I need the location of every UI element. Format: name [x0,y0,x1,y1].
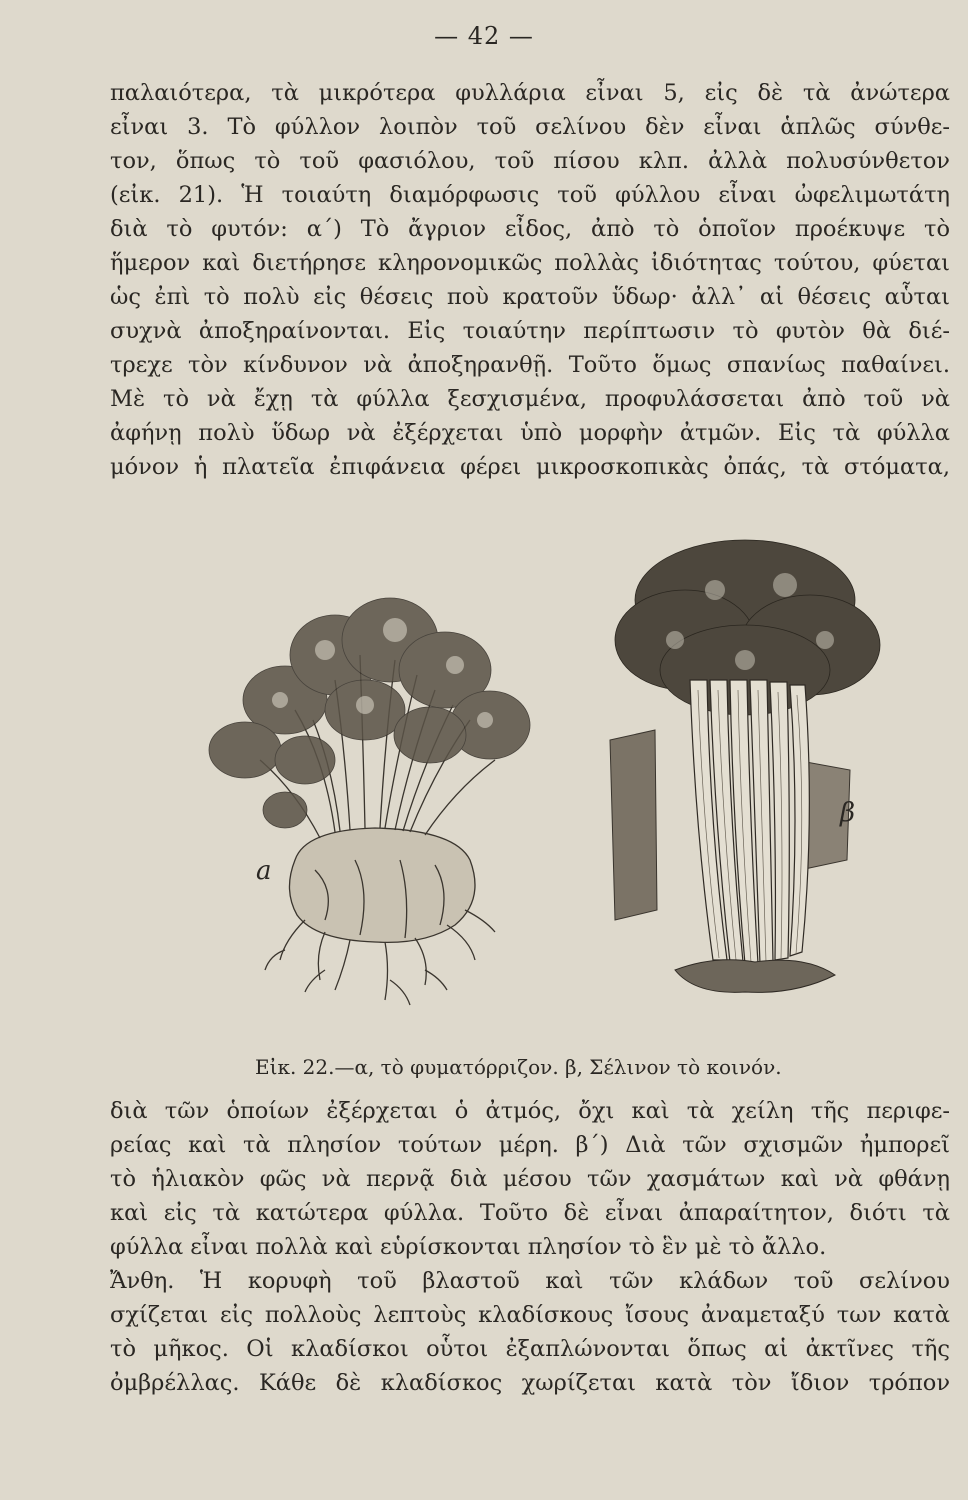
text-line: παλαιότερα, τὰ μικρότερα φυλλάρια εἶναι 5, εἰς δὲ τὰ ἀνώτερα [110,80,950,106]
figure-label-b: β [840,798,856,828]
text-line: Μὲ τὸ νὰ ἔχῃ τὰ φύλλα ξεσχισμένα, προφυλάσσεται ἀπὸ τοῦ νὰ [110,386,950,412]
text-line: τὸ ἡλιακὸν φῶς νὰ περνᾷ διὰ μέσου τῶν χασμάτων καὶ νὰ φθάνῃ [110,1166,950,1192]
text-line: διὰ τῶν ὁποίων ἐξέρχεται ὁ ἀτμός, ὄχι καὶ τὰ χείλη τῆς περιφε- [110,1098,950,1124]
paragraph-top [110,76,950,484]
text-line: ὀμβρέλλας. Κάθε δὲ κλαδίσκος χωρίζεται κατὰ τὸν ἴδιον τρόπον [110,1370,950,1396]
text-line: ἀφήνῃ πολὺ ὕδωρ νὰ ἐξέρχεται ὑπὸ μορφὴν ἀτμῶν. Εἰς τὰ φύλλα [110,420,950,446]
celery-illustration [595,530,895,1010]
figure-label-a: a [256,856,272,886]
text-line: εἶναι 3. Τὸ φύλλον λοιπὸν τοῦ σελίνου δὲν εἶναι ἁπλῶς σύνθε- [110,114,950,140]
text-line: σχίζεται εἰς πολλοὺς λεπτοὺς κλαδίσκους ἴσους ἀναμεταξύ των κατὰ [110,1302,950,1328]
text-line: τὸ μῆκος. Οἱ κλαδίσκοι οὗτοι ἐξαπλώνονται ὅπως αἱ ἀκτῖνες τῆς [110,1336,950,1362]
text-line: ἥμερον καὶ διετήρησε κληρονομικῶς πολλὰς ἰδιότητας τούτου, φύεται [110,250,950,276]
celeriac-illustration [185,560,565,1020]
figure-caption: Εἰκ. 22.—α, τὸ φυματόρριζον. β, Σέλινον τὸ κοινόν. [255,1055,782,1079]
page-number: — 42 — [434,22,534,50]
text-line: (εἰκ. 21). Ἡ τοιαύτη διαμόρφωσις τοῦ φύλλου εἶναι ὠφελιμωτάτη [110,182,950,208]
text-line: τον, ὅπως τὸ τοῦ φασιόλου, τοῦ πίσου κλπ. ἀλλὰ πολυσύνθετον [110,148,950,174]
text-line: διὰ τὸ φυτόν: α΄) Τὸ ἄγριον εἶδος, ἀπὸ τὸ ὁποῖον προέκυψε τὸ [110,216,950,242]
text-line: ρείας καὶ τὰ πλησίον τούτων μέρη. β΄) Διὰ τῶν σχισμῶν ἠμπορεῖ [110,1132,950,1158]
text-line: ὡς ἐπὶ τὸ πολὺ εἰς θέσεις ποὺ κρατοῦν ὕδωρ· ἀλλ᾿ αἱ θέσεις αὗται [110,284,950,310]
text-line: φύλλα εἶναι πολλὰ καὶ εὑρίσκονται πλησίον τὸ ἓν μὲ τὸ ἄλλο. [110,1234,827,1260]
text-line: τρεχε τὸν κίνδυνον νὰ ἀποξηρανθῇ. Τοῦτο ὅμως σπανίως παθαίνει. [110,352,950,378]
text-line: μόνον ἡ πλατεῖα ἐπιφάνεια φέρει μικροσκοπικὰς ὀπάς, τὰ στόματα, [110,454,950,480]
text-line: συχνὰ ἀποξηραίνονται. Εἰς τοιαύτην περίπτωσιν τὸ φυτὸν θὰ διέ- [110,318,950,344]
text-line: καὶ εἰς τὰ κατώτερα φύλλα. Τοῦτο δὲ εἶναι ἀπαραίτητον, διότι τὰ [110,1200,950,1226]
paragraph-bottom [110,1094,950,1400]
text-line: Ἄνθη. Ἡ κορυφὴ τοῦ βλαστοῦ καὶ τῶν κλάδων τοῦ σελίνου [110,1268,950,1294]
